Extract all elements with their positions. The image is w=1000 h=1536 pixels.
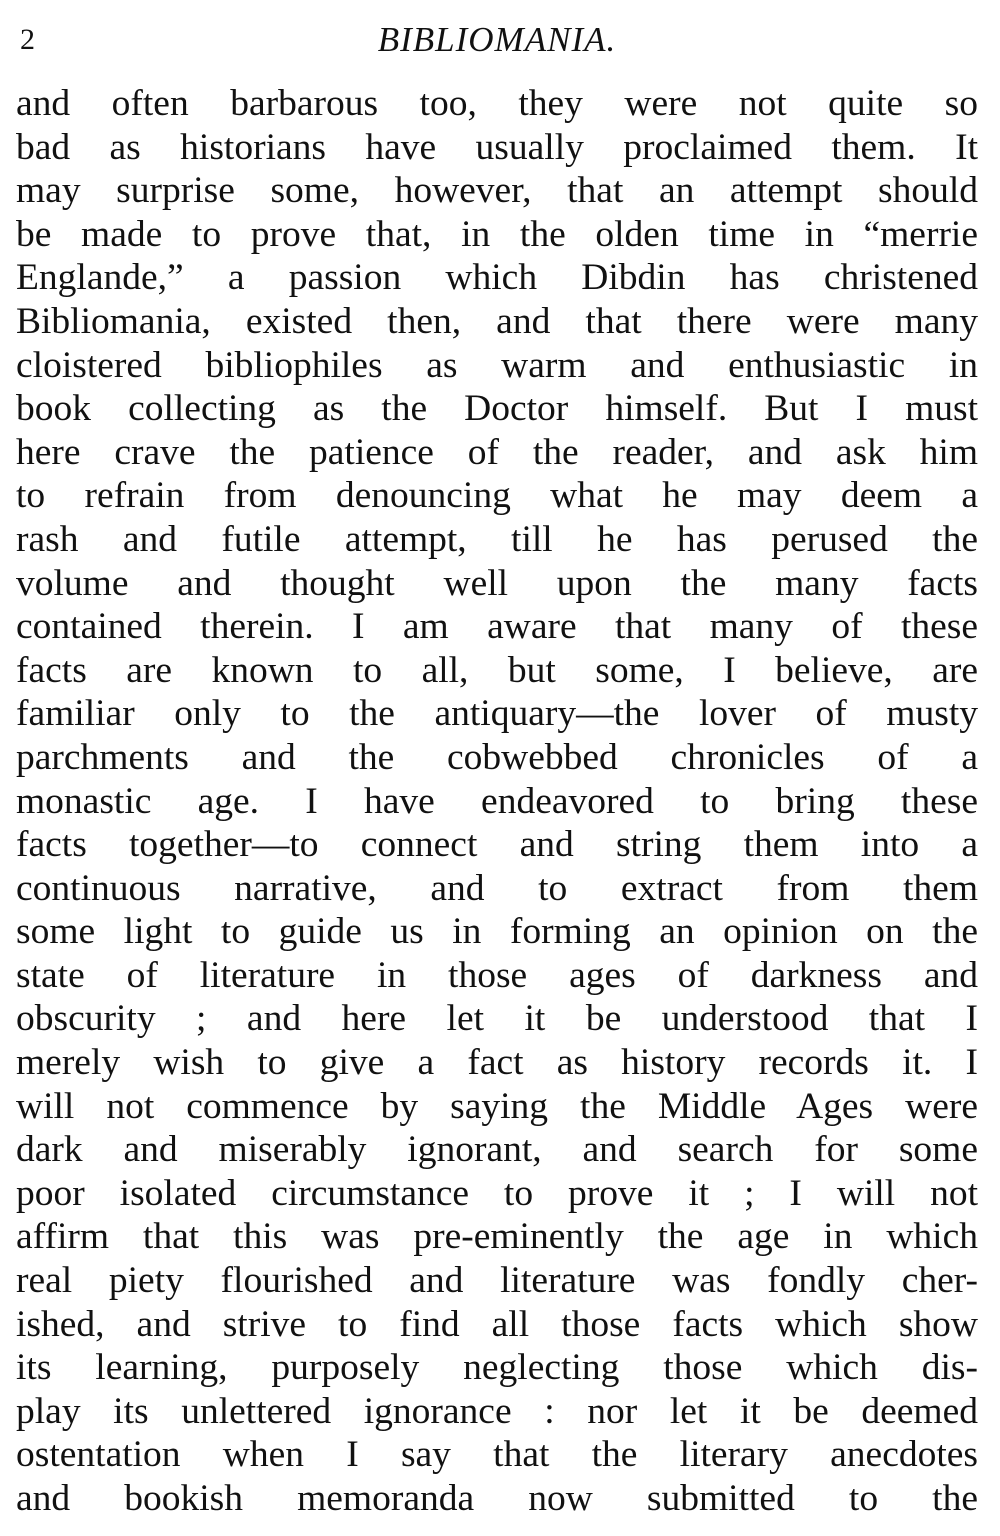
text-line: facts together—to connect and string them into a [16, 824, 978, 866]
running-title: BIBLIOMANIA. [377, 20, 617, 59]
text-line: bad as historians have usually proclaimed them. It [16, 126, 978, 168]
text-line: state of literature in those ages of darkness and [16, 954, 978, 996]
text-line: Bibliomania, existed then, and that there were many [16, 300, 978, 342]
text-line: play its unlettered ignorance : nor let it be deemed [16, 1390, 978, 1432]
text-line: book collecting as the Doctor himself. But I must [16, 388, 978, 430]
text-line: poor isolated circumstance to prove it ; I will not [16, 1172, 978, 1214]
text-line: familiar only to the antiquary—the lover of musty [16, 693, 978, 735]
text-line: monastic age. I have endeavored to bring these [16, 780, 978, 822]
text-line: continuous narrative, and to extract from them [16, 867, 978, 909]
text-line: obscurity ; and here let it be understood that I [16, 998, 978, 1040]
text-line: some light to guide us in forming an opinion on the [16, 911, 978, 953]
text-line: merely wish to give a fact as history records it. I [16, 1042, 978, 1084]
text-line: be made to prove that, in the olden time in “merrie [16, 213, 978, 255]
text-line: facts are known to all, but some, I believe, are [16, 649, 978, 691]
text-line: and often barbarous too, they were not quite so [16, 83, 978, 124]
body-text [16, 82, 978, 1521]
text-line: its learning, purposely neglecting those which dis- [16, 1347, 978, 1389]
text-line: parchments and the cobwebbed chronicles of a [16, 736, 978, 778]
text-line: ostentation when I say that the literary anecdotes [16, 1434, 978, 1476]
text-line: affirm that this was pre-eminently the age in which [16, 1216, 978, 1258]
text-line: and bookish memoranda now submitted to the [16, 1478, 978, 1519]
text-line: may surprise some, however, that an attempt should [16, 170, 978, 212]
text-line: cloistered bibliophiles as warm and enthusiastic in [16, 344, 978, 386]
text-line: will not commence by saying the Middle Ages were [16, 1085, 978, 1127]
text-line: rash and futile attempt, till he has perused the [16, 518, 978, 560]
text-line: real piety flourished and literature was fondly cher- [16, 1260, 978, 1302]
running-head [14, 18, 980, 62]
text-line: contained therein. I am aware that many of these [16, 606, 978, 648]
text-line: volume and thought well upon the many facts [16, 562, 978, 604]
text-line: Englande,” a passion which Dibdin has christened [16, 257, 978, 299]
page-number: 2 [20, 23, 35, 56]
text-line: here crave the patience of the reader, and ask him [16, 431, 978, 473]
text-line: ished, and strive to find all those facts which show [16, 1303, 978, 1345]
text-line: dark and miserably ignorant, and search for some [16, 1129, 978, 1171]
text-line: to refrain from denouncing what he may deem a [16, 475, 978, 517]
